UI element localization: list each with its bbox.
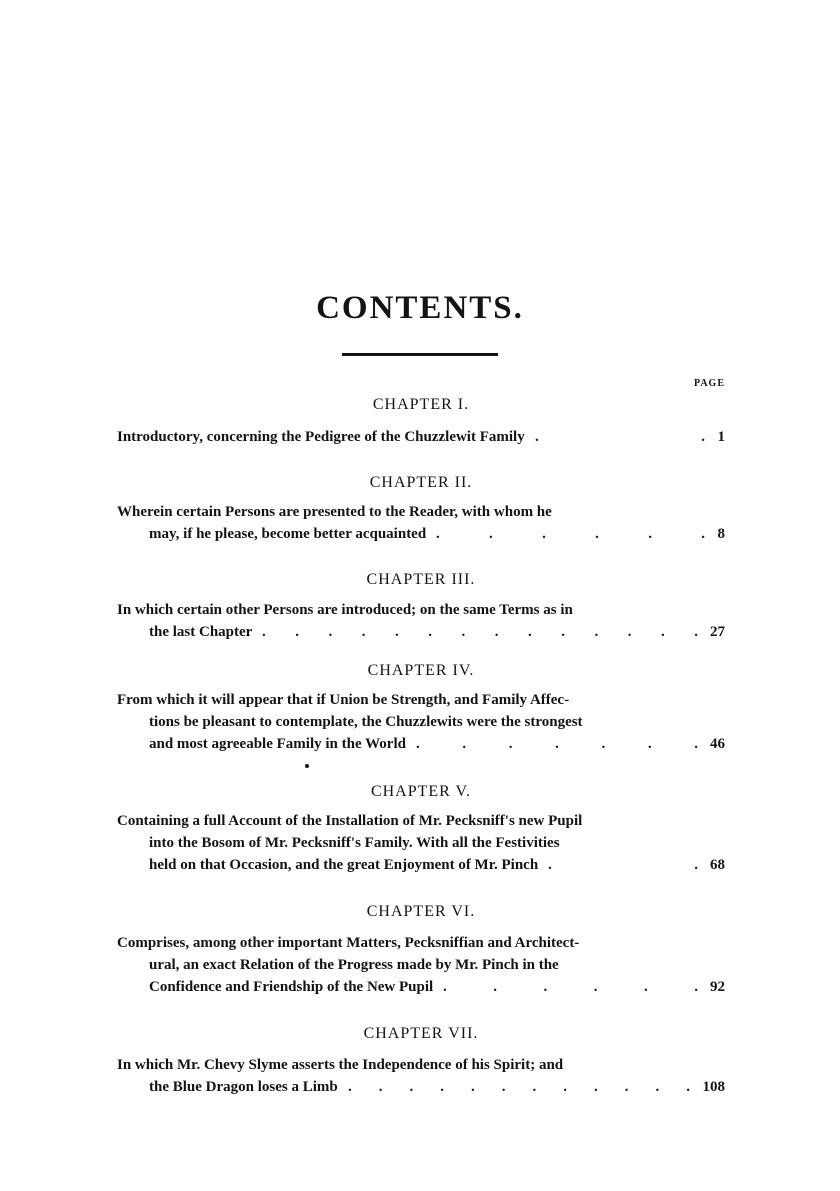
entry-text: held on that Occasion, and the great Enjoyment of Mr. Pinch (149, 857, 539, 873)
entry-text: From which it will appear that if Union be Strength, and Family Affec- (117, 692, 570, 708)
entry-text: the Blue Dragon loses a Limb (149, 1079, 338, 1095)
page-number: 8 (717, 526, 725, 542)
entry-text: In which Mr. Chevy Slyme asserts the Independence of his Spirit; and (117, 1057, 564, 1073)
page-number: 1 (717, 429, 725, 445)
entry-text: the last Chapter (149, 624, 253, 640)
entry-text: may, if he please, become better acquainted (149, 526, 427, 542)
entry-text: Confidence and Friendship of the New Pupil (149, 979, 434, 995)
dot-leader: . . . . . . (436, 526, 705, 542)
chapter-heading: CHAPTER I. (372, 396, 470, 413)
entry-text: and most agreeable Family in the World (149, 736, 406, 752)
entry-text: Introductory, concerning the Pedigree of the Chuzzlewit Family (117, 429, 525, 445)
toc-entry[interactable] (117, 501, 725, 545)
page-number: 92 (710, 979, 725, 995)
dot-leader: . . . . . . (443, 979, 698, 995)
toc-entry[interactable] (117, 1054, 725, 1098)
toc-entry[interactable] (117, 932, 725, 998)
chapter-heading: CHAPTER VII. (363, 1025, 479, 1042)
page-column-label: PAGE (693, 378, 725, 389)
chapter-heading: CHAPTER II. (369, 474, 473, 491)
dot-leader: . . (548, 857, 698, 873)
toc-entry[interactable] (117, 689, 725, 755)
dot-leader: . . . . . . . . . . . . (348, 1079, 690, 1095)
chapter-heading: CHAPTER III. (366, 571, 476, 588)
toc-entry[interactable] (117, 810, 725, 876)
dot-leader: . . . . . . . (416, 736, 698, 752)
entry-text: ural, an exact Relation of the Progress made by Mr. Pinch in the (149, 957, 559, 973)
toc-entry[interactable] (117, 599, 725, 643)
entry-text: Comprises, among other important Matters, Pecksniffian and Architect- (117, 935, 580, 951)
title-rule (342, 353, 498, 356)
contents-title: CONTENTS. (316, 290, 524, 326)
page-number: 46 (710, 736, 725, 752)
entry-text: into the Bosom of Mr. Pecksniff's Family. With all the Festivities (149, 835, 560, 851)
entry-text: Wherein certain Persons are presented to the Reader, with whom he (117, 504, 552, 520)
ink-mark (305, 764, 309, 768)
chapter-heading: CHAPTER VI. (366, 903, 476, 920)
dot-leader: . . . . . . . . . . . . . . (262, 624, 698, 640)
entry-text: Containing a full Account of the Installation of Mr. Pecksniff's new Pupil (117, 813, 583, 829)
entry-text: In which certain other Persons are introduced; on the same Terms as in (117, 602, 573, 618)
chapter-heading: CHAPTER IV. (367, 662, 475, 679)
toc-entry[interactable] (117, 426, 725, 448)
page-number: 68 (710, 857, 725, 873)
entry-text: tions be pleasant to contemplate, the Chuzzlewits were the strongest (149, 714, 583, 730)
dot-leader: . . (535, 429, 705, 445)
page-number: 27 (710, 624, 725, 640)
chapter-heading: CHAPTER V. (370, 783, 472, 800)
page-number: 108 (702, 1079, 725, 1095)
